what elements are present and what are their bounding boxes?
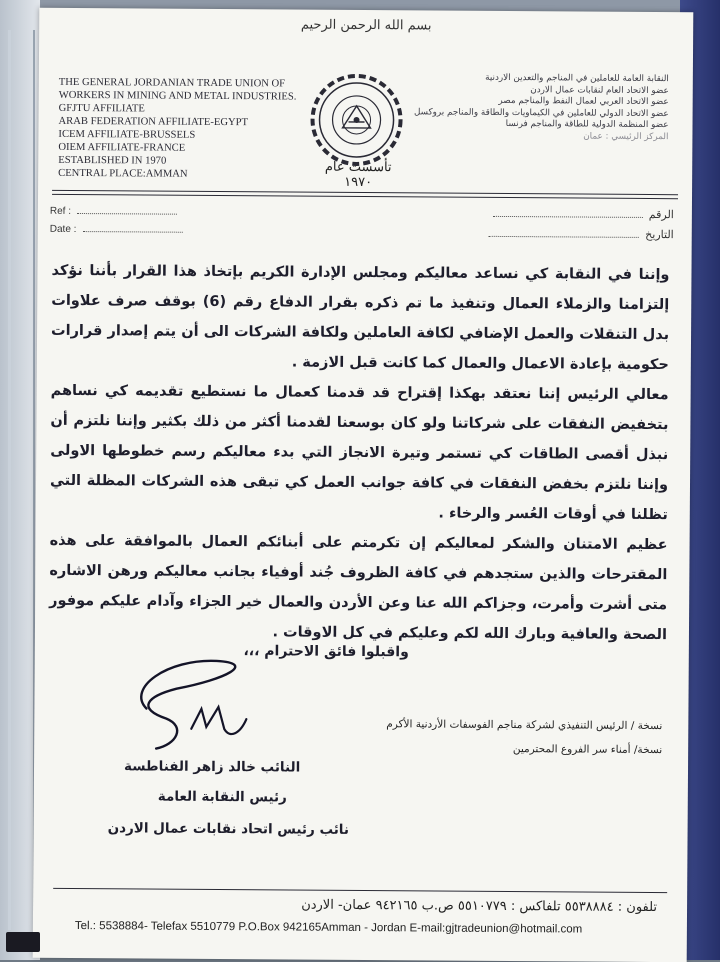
footer-divider [53,888,667,893]
letterhead-english-line: CENTRAL PLACE:AMMAN [58,167,188,180]
date-field [50,222,183,236]
date-field-arabic [489,227,674,241]
body-paragraph: معالي الرئيس إننا نعتقد بهكذا إقتراح قد قدمنا كعمال ما نستطيع تقديمه كي نساهم بتخفيض النفقات على شركاتنا ولو كان بوسعنا لقدمنا أكثر من ذلك بكثير وإننا نلتزم أن نبذل أقصى الطاقات كي تستمر وتيرة الانجاز التي بدء معاليكم رسم خطوطها الاولى وإننا نلتزم بخفض النفقات في كافة جوانب العمل كي تبقى هذه الشركات المظلة التي تظلنا في أوقات العُسر والرخاء . [49,382,669,524]
letterhead-english-line: GFJTU AFFILIATE [58,102,145,115]
body-paragraph: عظيم الامتنان والشكر لمعاليكم إن تكرمتم على أبنائكم العمال بالموافقة على هذه المقترحات والذين ستجدهم في كافة الظروف جُند أوفياء بجانب معاليكم ورهن الاشاره متى أشرت وأمرت، وجزاكم الله عنا وعن الأردن والعمال خير الجزاء وآدام عليكم موفور الصحة والعافية وبارك الله لكم وعليكم في كل الاوقات . [49,532,668,644]
ref-label: Ref : [49,205,72,217]
signatory-subtitle: نائب رئيس اتحاد نقابات عمال الاردن [107,820,350,838]
letterhead-english [58,76,329,182]
signatory-name: النائب خالد زاهر الفناطسة [123,758,301,776]
footer-english: Tel.: 5538884- Telefax 5510779 P.O.Box 942165Amman - Jordan E-mail:gjtradeunion@hotmail.com [74,919,583,936]
letter-body [49,256,670,650]
header-divider-thin [52,194,678,199]
folder-tab [6,932,40,952]
letterhead-arabic [413,72,669,144]
ref-label-arabic: الرقم [648,207,674,222]
letterhead-english-line: ARAB FEDERATION AFFILIATE-EGYPT [58,115,249,129]
basmala: بسم الله الرحمن الرحيم [300,17,432,34]
footer-arabic: تلفون : ٥٥٣٨٨٨٤ تلفاكس : ٥٥١٠٧٧٩ ص.ب ٩٤٢١٦٥ عمان- الاردن [301,897,658,916]
date-label-arabic: التاريخ [645,227,674,242]
body-paragraph: وإننا في النقابة كي نساعد معاليكم ومجلس الإدارة الكريم بإتخاذ هذا القرار بأننا نؤكد إلتزامنا والزملاء العمال وتنفيذ ما تم ذكره بقرار الدفاع رقم (6) بوقف صرف علاوات بدل التنقلات والعمل الإضافي لكافة العاملين ولكافة الشركات الى أن يتم إصدار قرارات حكومية بإعادة الاعمال والعمال كما كانت قبل الازمة . [51,262,670,374]
letterhead-english-line: ESTABLISHED IN 1970 [58,154,167,167]
handwritten-signature-icon [106,648,297,759]
letterhead-english-line: WORKERS IN MINING AND METAL INDUSTRIES. [58,89,297,103]
established-arabic: تأسست عام ١٩٧٠ [324,159,392,191]
folder-binder [8,30,35,930]
letterhead-arabic-line: عضو المنظمة الدولية للطاقة والمناجم فرنسا [505,119,669,131]
letterhead-arabic-line: عضو الاتحاد الدولي للعاملين في الكيماويات والطاقة والمناجم بروكسل [413,107,669,119]
ref-field [50,204,177,218]
closing-line: واقبلوا فائق الاحترام ،،، [243,643,409,661]
letterhead-english-line: THE GENERAL JORDANIAN TRADE UNION OF [58,76,286,90]
letterhead-arabic-line: النقابة العامة للعاملين في المناجم والتعدين الاردنية [485,72,669,85]
letterhead-arabic-line: المركز الرئيسي : عمان [583,131,669,143]
copy-line: نسخة/ أمناء سر الفروع المحترمين [512,743,663,757]
date-label: Date : [49,223,77,235]
letterhead-english-line: ICEM AFFILIATE-BRUSSELS [58,128,196,141]
copy-line: نسخة / الرئيس التنفيذي لشركة مناجم الفوسفات الأردنية الأكرم [386,718,663,733]
union-logo-icon [306,70,407,171]
letterhead-arabic-line: عضو الاتحاد العام لنقابات عمال الاردن [530,84,669,96]
letterhead-english-line: OIEM AFFILIATE-FRANCE [58,141,186,154]
letterhead-arabic-line: عضو الاتحاد العربي لعمال النفط والمناجم مصر [498,96,669,108]
letter-page [33,8,694,962]
signatory-title: رئيس النقابة العامة [157,788,287,806]
ref-field-arabic [493,207,674,221]
